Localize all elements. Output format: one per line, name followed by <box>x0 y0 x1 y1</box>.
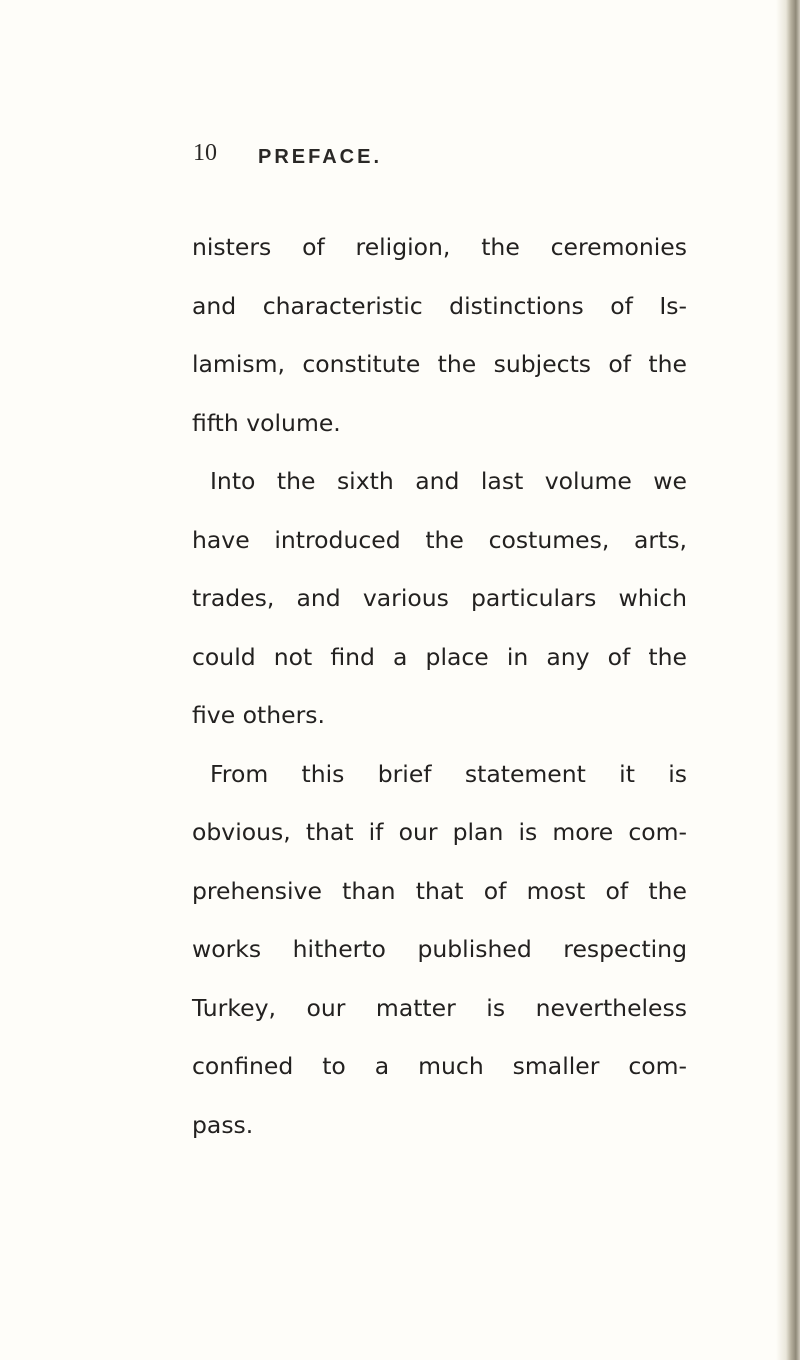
text-line: trades, and various particulars which <box>192 584 687 612</box>
text-line: have introduced the costumes, arts, <box>192 525 687 554</box>
text-line: nisters of religion, the ceremonies <box>192 233 687 261</box>
running-head: PREFACE. <box>258 146 383 168</box>
text-line: and characteristic distinctions of Is- <box>192 291 687 320</box>
page-number: 10 <box>193 140 217 166</box>
text-line: confined to a much smaller com- <box>192 1052 687 1080</box>
page-edge <box>786 0 800 1360</box>
text-line: could not find a place in any of the <box>192 642 687 671</box>
page-header <box>193 140 793 180</box>
page-gutter-shadow <box>776 0 786 1360</box>
text-line: pass. <box>192 1110 254 1139</box>
text-line: prehensive than that of most of the <box>192 876 687 905</box>
text-line: obvious, that if our plan is more com- <box>192 818 687 846</box>
text-line: From this brief statement it is <box>210 759 687 788</box>
text-line: Into the sixth and last volume we <box>210 467 687 495</box>
body-text <box>192 218 687 1154</box>
text-line: works hitherto published respecting <box>192 935 687 963</box>
text-line: five others. <box>192 701 325 729</box>
text-line: lamism, constitute the subjects of the <box>192 350 687 378</box>
text-line: fifth volume. <box>192 408 341 437</box>
text-line: Turkey, our matter is nevertheless <box>192 993 687 1022</box>
